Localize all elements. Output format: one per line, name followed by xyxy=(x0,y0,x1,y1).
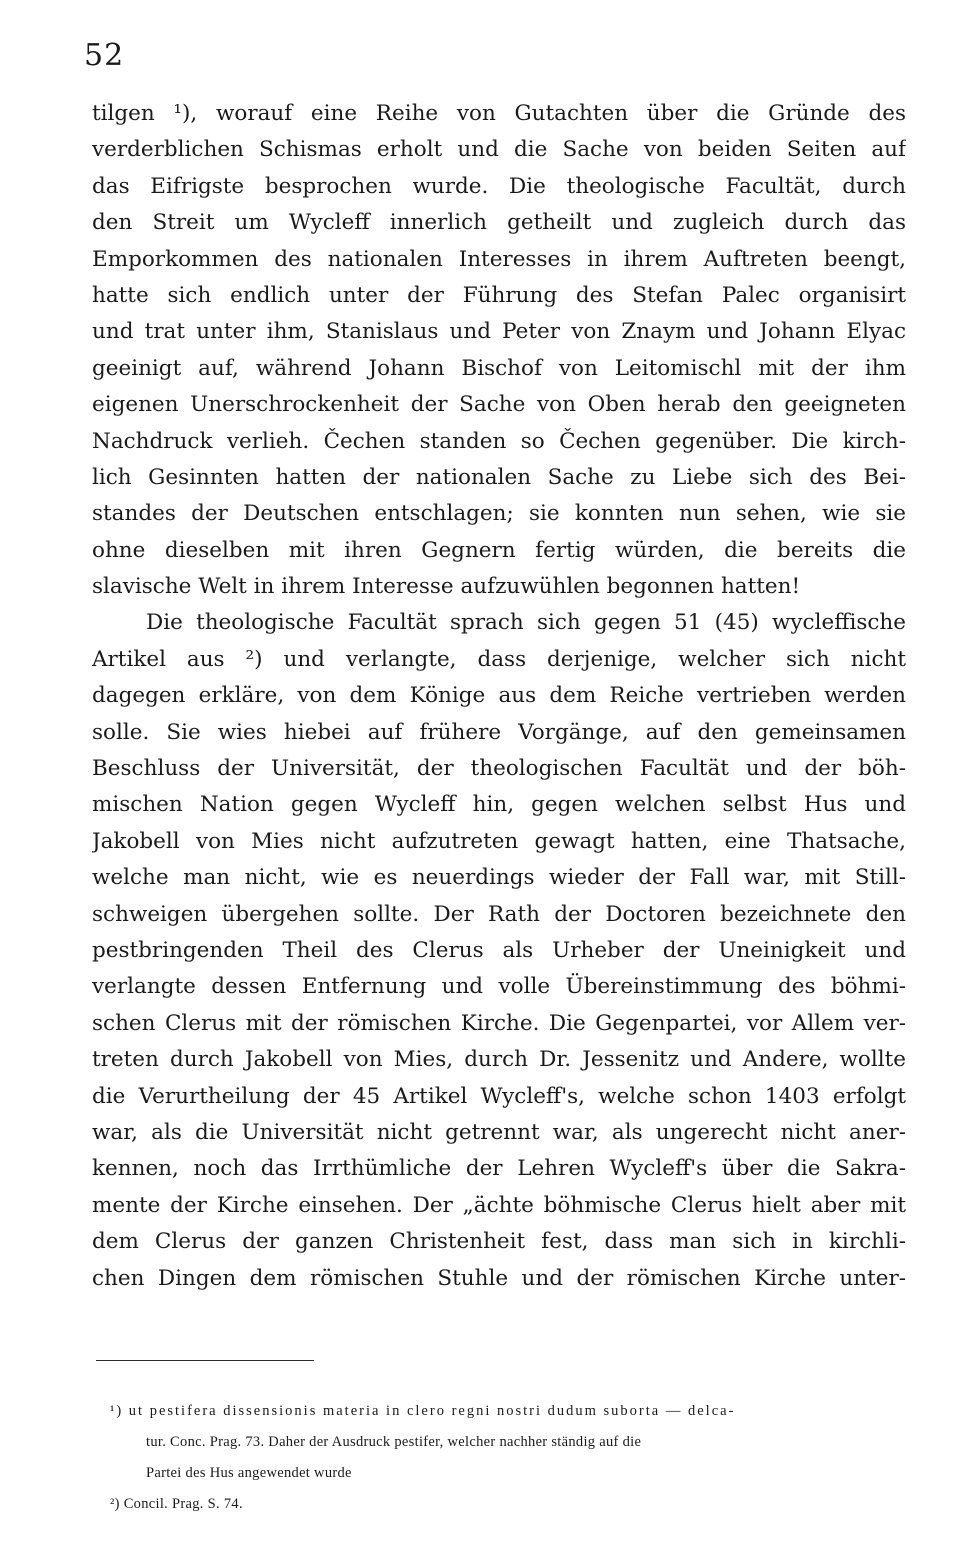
footnote-line: ²) Concil. Prag. S. 74. xyxy=(110,1496,243,1512)
text-line: Jakobell von Mies nicht aufzutreten gewagt hatten, eine Thatsache, xyxy=(92,828,906,854)
footnote-divider xyxy=(96,1360,314,1361)
text-line: tilgen ¹), worauf eine Reihe von Gutachten über die Gründe des xyxy=(92,101,906,126)
text-line: welche man nicht, wie es neuerdings wieder der Fall war, mit Still- xyxy=(92,865,906,891)
text-line: geeinigt auf, während Johann Bischof von Leitomischl mit der ihm xyxy=(92,355,906,381)
text-line: schen Clerus mit der römischen Kirche. Die Gegenpartei, vor Allem ver- xyxy=(92,1010,906,1036)
page-number: 52 xyxy=(84,38,125,73)
footnote-line: ¹) ut pestifera dissensionis materia in clero regni nostri dudum suborta — delca- xyxy=(110,1403,736,1419)
text-line: war, als die Universität nicht getrennt war, als ungerecht nicht aner- xyxy=(92,1119,906,1145)
text-line: dem Clerus der ganzen Christenheit fest, dass man sich in kirchli- xyxy=(92,1229,906,1255)
footnote-line: Partei des Hus angewendet wurde xyxy=(146,1465,352,1481)
text-line: slavische Welt in ihrem Interesse aufzuwühlen begonnen hatten! xyxy=(92,574,801,600)
text-line: die Verurtheilung der 45 Artikel Wycleff's, welche schon 1403 erfolgt xyxy=(92,1083,906,1109)
text-line: den Streit um Wycleff innerlich getheilt und zugleich durch das xyxy=(92,210,906,236)
text-line: hatte sich endlich unter der Führung des Stefan Palec organisirt xyxy=(92,282,906,308)
text-line: Emporkommen des nationalen Interesses in ihrem Auftreten beengt, xyxy=(92,246,906,272)
text-line: mischen Nation gegen Wycleff hin, gegen welchen selbst Hus und xyxy=(92,792,906,818)
text-line: verderblichen Schismas erholt und die Sache von beiden Seiten auf xyxy=(92,137,906,163)
text-line: das Eifrigste besprochen wurde. Die theologische Facultät, durch xyxy=(92,173,906,199)
text-line: Beschluss der Universität, der theologischen Facultät und der böh- xyxy=(92,756,906,782)
text-line: Artikel aus ²) und verlangte, dass derjenige, welcher sich nicht xyxy=(92,646,906,672)
text-line: chen Dingen dem römischen Stuhle und der römischen Kirche unter- xyxy=(92,1265,906,1291)
text-line: pestbringenden Theil des Clerus als Urheber der Uneinigkeit und xyxy=(92,937,906,963)
text-line: schweigen übergehen sollte. Der Rath der Doctoren bezeichnete den xyxy=(92,901,906,927)
text-line: verlangte dessen Entfernung und volle Übereinstimmung des böhmi- xyxy=(92,974,906,1000)
body-text xyxy=(92,96,906,1297)
footnote-line: tur. Conc. Prag. 73. Daher der Ausdruck pestifer, welcher nachher ständig auf die xyxy=(146,1434,642,1450)
text-line: dagegen erkläre, von dem Könige aus dem Reiche vertrieben werden xyxy=(92,683,906,709)
text-line: lich Gesinnten hatten der nationalen Sache zu Liebe sich des Bei- xyxy=(92,464,906,490)
text-line: kennen, noch das Irrthümliche der Lehren Wycleff's über die Sakra- xyxy=(92,1156,906,1182)
text-line: eigenen Unerschrockenheit der Sache von Oben herab den geeigneten xyxy=(92,392,906,418)
text-line: solle. Sie wies hiebei auf frühere Vorgänge, auf den gemeinsamen xyxy=(92,719,906,745)
text-line: und trat unter ihm, Stanislaus und Peter von Znaym und Johann Elyac xyxy=(92,319,906,345)
footnotes xyxy=(110,1396,908,1520)
text-line: mente der Kirche einsehen. Der „ächte böhmische Clerus hielt aber mit xyxy=(92,1192,906,1218)
text-line: Die theologische Facultät sprach sich gegen 51 (45) wycleffische xyxy=(146,610,906,636)
text-line: Nachdruck verlieh. Čechen standen so Čechen gegenüber. Die kirch- xyxy=(92,428,906,454)
text-line: ohne dieselben mit ihren Gegnern fertig würden, die bereits die xyxy=(92,537,906,563)
text-line: treten durch Jakobell von Mies, durch Dr. Jessenitz und Andere, wollte xyxy=(92,1047,906,1073)
text-line: standes der Deutschen entschlagen; sie konnten nun sehen, wie sie xyxy=(92,501,906,527)
